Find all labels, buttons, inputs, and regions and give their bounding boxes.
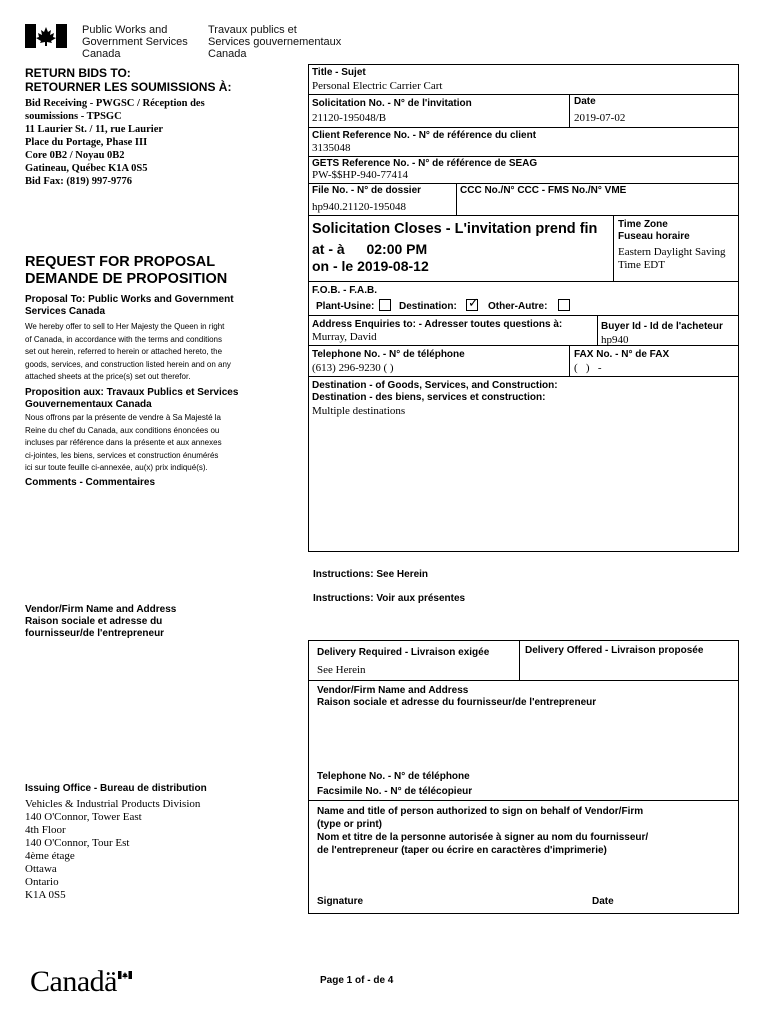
date-value: 2019-07-02 bbox=[574, 112, 626, 124]
buyer-id-label: Buyer Id - Id de l'acheteur bbox=[601, 321, 723, 332]
instructions-fr: Instructions: Voir aux présentes bbox=[313, 593, 466, 604]
instructions-en: Instructions: See Herein bbox=[313, 569, 429, 580]
authorized-label-line: de l'entrepreneur (taper ou écrire en caractères d'imprimerie) bbox=[317, 845, 607, 856]
proposal-text-line: set out herein, referred to herein or attached hereto, the bbox=[25, 347, 223, 356]
vendor-firm-label-right bbox=[317, 685, 596, 709]
destination-checkbox[interactable] bbox=[466, 296, 479, 311]
rfp-title-fr: DEMANDE DE PROPOSITION bbox=[25, 271, 228, 287]
vendor-label-line: Vendor/Firm Name and Address bbox=[317, 685, 469, 696]
row-divider bbox=[308, 376, 739, 377]
issuing-line: 140 O'Connor, Tower East bbox=[25, 811, 142, 823]
proposal-text-line: ci-jointes, les biens, services et construction énumérés bbox=[25, 450, 219, 460]
comments-label: Comments - Commentaires bbox=[25, 477, 156, 488]
address-line: Place du Portage, Phase III bbox=[25, 137, 148, 148]
title-label: Title - Sujet bbox=[312, 67, 366, 78]
client-ref-label: Client Reference No. - N° de référence du client bbox=[312, 130, 537, 141]
issuing-line: 140 O'Connor, Tour Est bbox=[25, 837, 130, 849]
proposal-text-line: attached sheets at the price(s) set out therefor. bbox=[25, 372, 191, 381]
gets-ref-value: PW-$$HP-940-77414 bbox=[312, 169, 408, 181]
destination-goods-label bbox=[312, 380, 558, 404]
col-divider bbox=[569, 345, 570, 376]
time-zone-value bbox=[618, 246, 726, 272]
canada-wordmark-logo: Canadä bbox=[30, 965, 117, 998]
proposal-to-en-line: Services Canada bbox=[25, 306, 106, 317]
tz-value-line: Time EDT bbox=[618, 259, 665, 271]
department-name-fr bbox=[208, 24, 341, 60]
authorized-person-label bbox=[317, 805, 648, 857]
row-divider bbox=[308, 800, 739, 801]
issuing-line: K1A 0S5 bbox=[25, 889, 66, 901]
delivery-required-value: See Herein bbox=[317, 664, 366, 676]
authorized-label-line: Name and title of person authorized to sign on behalf of Vendor/Firm bbox=[317, 806, 644, 817]
dept-en-line: Public Works and bbox=[82, 24, 168, 36]
other-label: Other-Autre: bbox=[488, 301, 548, 312]
row-divider bbox=[308, 680, 739, 681]
department-name-en bbox=[82, 24, 188, 60]
row-divider bbox=[308, 215, 739, 216]
solicitation-no-value: 21120-195048/B bbox=[312, 112, 387, 124]
issuing-line: 4ème étage bbox=[25, 850, 75, 862]
tz-label-line: Time Zone bbox=[618, 219, 668, 230]
vendor-firm-label-left bbox=[25, 604, 176, 640]
ccc-no-label: CCC No./N° CCC - FMS No./N° VME bbox=[460, 185, 627, 196]
rfp-heading bbox=[25, 254, 227, 288]
row-divider bbox=[308, 315, 739, 316]
plant-label: Plant-Usine: bbox=[316, 301, 375, 312]
issuing-line: Ottawa bbox=[25, 863, 57, 875]
proposal-text-line: ici sur toute feuille ci-annexée, au(x) prix indiqué(s). bbox=[25, 463, 208, 472]
gets-ref-label: GETS Reference No. - N° de référence de SEAG bbox=[312, 158, 538, 169]
vendor-label-line: Vendor/Firm Name and Address bbox=[25, 604, 177, 615]
proposal-text-line: Nous offrons par la présente de vendre à Sa Majesté la bbox=[25, 413, 221, 422]
proposal-to-fr-label bbox=[25, 387, 238, 411]
date-label: Date bbox=[574, 96, 596, 107]
canada-flag-icon bbox=[25, 24, 67, 48]
proposal-to-en-text bbox=[25, 321, 231, 384]
fax-label: FAX No. - N° de FAX bbox=[574, 349, 670, 360]
row-divider bbox=[308, 127, 739, 128]
address-enquiries-label: Address Enquiries to: - Adresser toutes questions à: bbox=[312, 319, 563, 330]
return-bids-title-fr: RETOURNER LES SOUMISSIONS À: bbox=[25, 80, 232, 94]
dept-fr-line: Canada bbox=[208, 48, 247, 60]
destination-label-line: Destination - of Goods, Services, and Construction: bbox=[312, 380, 558, 391]
return-bids-address bbox=[25, 97, 205, 188]
delivery-offered-label: Delivery Offered - Livraison proposée bbox=[525, 645, 704, 656]
telephone-value: (613) 296-9230 ( ) bbox=[312, 362, 394, 374]
plant-checkbox[interactable] bbox=[379, 299, 391, 311]
tz-label-line: Fuseau horaire bbox=[618, 231, 690, 242]
proposal-to-fr-line: Gouvernementaux Canada bbox=[25, 399, 152, 410]
address-line: Gatineau, Québec K1A 0S5 bbox=[25, 163, 148, 174]
destination-label-line: Destination - des biens, services et construction: bbox=[312, 392, 546, 403]
delivery-required-label: Delivery Required - Livraison exigée bbox=[317, 647, 490, 658]
solicitation-no-label: Solicitation No. - N° de l'invitation bbox=[312, 98, 472, 109]
tz-value-line: Eastern Daylight Saving bbox=[618, 246, 726, 258]
address-line: 11 Laurier St. / 11, rue Laurier bbox=[25, 124, 164, 135]
return-bids-heading bbox=[25, 66, 231, 94]
proposal-to-fr-text bbox=[25, 412, 222, 475]
issuing-office-label: Issuing Office - Bureau de distribution bbox=[25, 783, 207, 794]
return-bids-title-en: RETURN BIDS TO: bbox=[25, 66, 131, 80]
fob-label: F.O.B. - F.A.B. bbox=[312, 285, 377, 296]
proposal-to-fr-line: Proposition aux: Travaux Publics et Services bbox=[25, 387, 239, 398]
page-number: Page 1 of - de 4 bbox=[320, 975, 394, 986]
col-divider bbox=[519, 640, 520, 680]
proposal-text-line: incluses par référence dans la présente et aux annexes bbox=[25, 438, 222, 447]
closing-time-row bbox=[312, 241, 427, 258]
row-divider bbox=[308, 281, 739, 282]
proposal-text-line: goods, services, and construction listed herein and on any bbox=[25, 359, 231, 369]
other-checkbox[interactable] bbox=[558, 299, 570, 311]
checkmark-icon: ✓ bbox=[468, 296, 479, 311]
dept-en-line: Canada bbox=[82, 48, 121, 60]
vendor-fax-label: Facsimile No. - N° de télécopieur bbox=[317, 786, 473, 797]
vendor-telephone-label: Telephone No. - N° de téléphone bbox=[317, 771, 470, 782]
signature-label: Signature bbox=[317, 896, 364, 907]
col-divider bbox=[456, 183, 457, 215]
issuing-line: Vehicles & Industrial Products Division bbox=[25, 798, 201, 810]
row-divider bbox=[308, 345, 739, 346]
vendor-label-line: fournisseur/de l'entrepreneur bbox=[25, 628, 165, 639]
vendor-label-line: Raison sociale et adresse du bbox=[25, 616, 163, 627]
wordmark-flag-icon bbox=[118, 966, 132, 974]
file-no-label: File No. - N° de dossier bbox=[312, 185, 422, 196]
authorized-label-line: (type or print) bbox=[317, 819, 382, 830]
solicitation-closes-title: Solicitation Closes - L'invitation prend fin bbox=[312, 221, 598, 237]
address-line: Core 0B2 / Noyau 0B2 bbox=[25, 150, 125, 161]
closing-time-value: 02:00 PM bbox=[366, 241, 428, 257]
address-line: soumissions - TPSGC bbox=[25, 111, 122, 122]
closing-date-row bbox=[312, 258, 429, 275]
buyer-id-value: hp940 bbox=[601, 334, 629, 345]
issuing-line: 4th Floor bbox=[25, 824, 66, 836]
vendor-label-line: Raison sociale et adresse du fournisseur/de l'entrepreneur bbox=[317, 697, 597, 708]
time-zone-label bbox=[618, 219, 690, 243]
closing-date-value: 2019-08-12 bbox=[357, 258, 429, 274]
proposal-text-line: of Canada, in accordance with the terms and conditions bbox=[25, 334, 223, 344]
authorized-label-line: Nom et titre de la personne autorisée à signer au nom du fournisseur/ bbox=[317, 832, 649, 843]
issuing-office-address bbox=[25, 798, 200, 902]
dept-fr-line: Travaux publics et bbox=[208, 24, 297, 36]
row-divider bbox=[308, 156, 739, 157]
dept-en-line: Government Services bbox=[82, 36, 188, 48]
signature-date-label: Date bbox=[592, 896, 614, 907]
row-divider bbox=[308, 94, 739, 95]
address-line: Bid Receiving - PWGSC / Réception des bbox=[25, 98, 205, 109]
file-no-value: hp940.21120-195048 bbox=[312, 201, 407, 213]
address-line: Bid Fax: (819) 997-9776 bbox=[25, 176, 133, 187]
telephone-label: Telephone No. - N° de téléphone bbox=[312, 349, 465, 360]
dept-fr-line: Services gouvernementaux bbox=[208, 36, 342, 48]
proposal-to-en-label bbox=[25, 294, 234, 318]
issuing-line: Ontario bbox=[25, 876, 59, 888]
title-value: Personal Electric Carrier Cart bbox=[312, 80, 443, 92]
at-label: at - à bbox=[312, 241, 345, 257]
proposal-to-en-line: Proposal To: Public Works and Government bbox=[25, 294, 234, 305]
address-enquiries-value: Murray, David bbox=[312, 331, 377, 343]
proposal-text-line: We hereby offer to sell to Her Majesty the Queen in right bbox=[25, 322, 225, 331]
on-label: on - le bbox=[312, 258, 354, 274]
col-divider bbox=[569, 94, 570, 127]
proposal-text-line: Reine du chef du Canada, aux conditions énoncées ou bbox=[25, 425, 220, 435]
rfp-title-en: REQUEST FOR PROPOSAL bbox=[25, 254, 216, 270]
client-ref-value: 3135048 bbox=[312, 142, 351, 154]
destination-label: Destination: bbox=[399, 301, 457, 312]
col-divider bbox=[613, 215, 614, 281]
destination-value: Multiple destinations bbox=[312, 405, 406, 417]
col-divider bbox=[597, 315, 598, 345]
row-divider bbox=[308, 183, 739, 184]
fax-value: ( ) - bbox=[574, 362, 602, 374]
